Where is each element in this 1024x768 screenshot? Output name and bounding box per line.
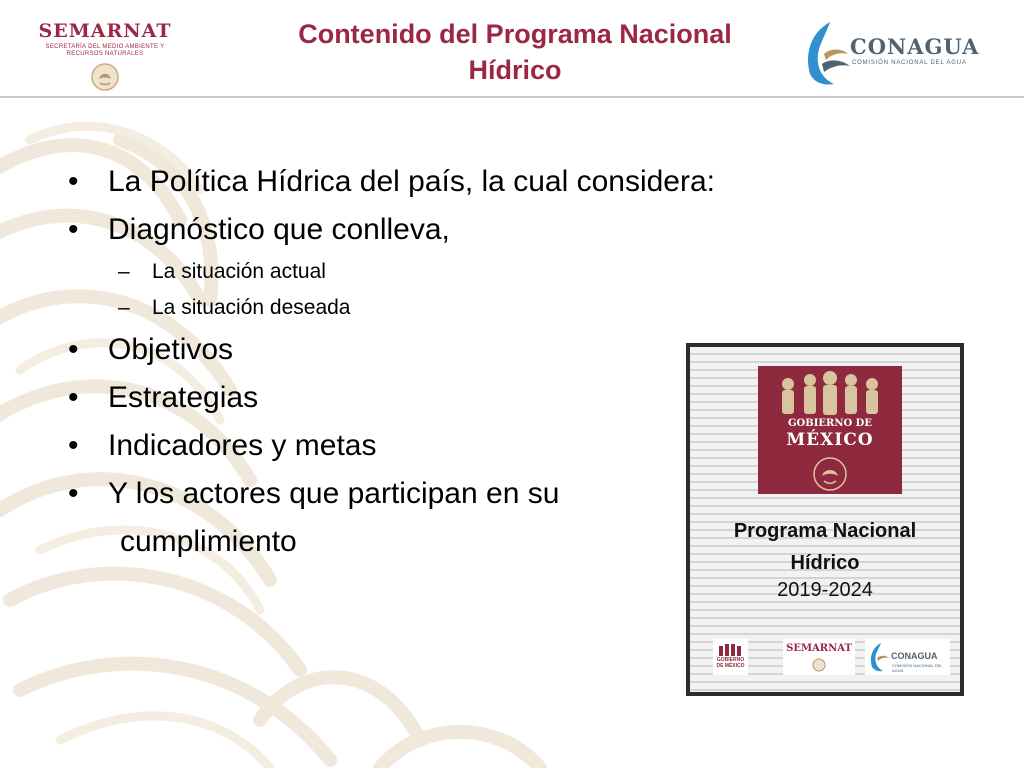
bullet-marker: • xyxy=(68,381,79,414)
bullet-text: La Política Hídrica del país, la cual considera: xyxy=(108,165,715,198)
national-heroes-icon xyxy=(758,368,902,418)
header-divider xyxy=(0,96,1024,98)
page-title xyxy=(240,16,790,88)
cover-years: 2019-2024 xyxy=(777,579,873,601)
mini-seal-icon xyxy=(812,658,826,672)
conagua-logo xyxy=(800,18,1000,88)
bullet-text-continuation: cumplimiento xyxy=(120,525,297,558)
conagua-wave-icon xyxy=(800,18,854,88)
list-item xyxy=(68,470,715,566)
cover-page xyxy=(690,347,960,692)
cover-title-line2: Hídrico xyxy=(790,552,860,574)
cover-title xyxy=(690,515,960,579)
list-item xyxy=(68,158,715,206)
gobierno-label: GOBIERNO DE xyxy=(788,418,872,429)
list-item xyxy=(68,422,715,470)
semarnat-wordmark: SEMARNAT xyxy=(38,20,172,42)
mini-semarnat-logo xyxy=(783,639,855,675)
mini-gobierno-logo xyxy=(713,639,748,675)
bullet-marker: • xyxy=(68,333,79,366)
bullet-text: Diagnóstico que conlleva, xyxy=(108,213,450,246)
mini-heroes-icon xyxy=(713,641,748,657)
national-seal-icon xyxy=(90,62,120,92)
bullet-text: Estrategias xyxy=(108,381,259,414)
gobierno-de-mexico-logo xyxy=(758,366,902,494)
sub-bullet-text: La situación actual xyxy=(152,260,326,283)
bullet-marker: • xyxy=(68,429,79,462)
conagua-subtitle: COMISIÓN NACIONAL DEL AGUA xyxy=(852,60,967,66)
mini-conagua-wave-icon xyxy=(867,641,891,673)
semarnat-subtitle-line2: RECURSOS NATURALES xyxy=(66,51,144,57)
sub-bullet-marker: – xyxy=(118,296,130,319)
list-item xyxy=(68,206,715,254)
mini-conagua-label: CONAGUA xyxy=(891,651,938,661)
cover-title-line1: Programa Nacional xyxy=(733,520,917,542)
mini-semarnat-label: SEMARNAT xyxy=(786,643,852,654)
sub-bullet-text: La situación deseada xyxy=(152,296,351,319)
conagua-wordmark: CONAGUA xyxy=(850,34,980,59)
semarnat-subtitle xyxy=(30,44,180,58)
sub-list-item xyxy=(68,254,715,290)
page-title-line2: Hídrico xyxy=(468,55,562,85)
bullet-marker: • xyxy=(68,477,79,510)
semarnat-subtitle-line1: SECRETARÍA DEL MEDIO AMBIENTE Y xyxy=(45,44,165,50)
sub-bullet-marker: – xyxy=(118,260,130,283)
list-item xyxy=(68,326,715,374)
bullet-text: Indicadores y metas xyxy=(108,429,377,462)
bullet-marker: • xyxy=(68,213,79,246)
sub-list-item xyxy=(68,290,715,326)
list-item xyxy=(68,374,715,422)
bullet-text: Objetivos xyxy=(108,333,234,366)
mini-conagua-logo xyxy=(865,639,950,675)
bullet-text: Y los actores que participan en su xyxy=(108,477,560,510)
page-title-line1: Contenido del Programa Nacional xyxy=(298,19,732,49)
mexico-label: MÉXICO xyxy=(786,430,874,450)
slide-header xyxy=(0,0,1024,97)
bullet-marker: • xyxy=(68,165,79,198)
eagle-seal-icon xyxy=(810,454,850,494)
program-cover-image xyxy=(686,343,964,696)
mini-conagua-subtitle: COMISIÓN NACIONAL DEL AGUA xyxy=(892,663,943,673)
content-bullet-list xyxy=(68,158,715,566)
mini-gobierno-label: GOBIERNO DE MÉXICO xyxy=(716,657,745,669)
semarnat-logo xyxy=(30,20,180,97)
